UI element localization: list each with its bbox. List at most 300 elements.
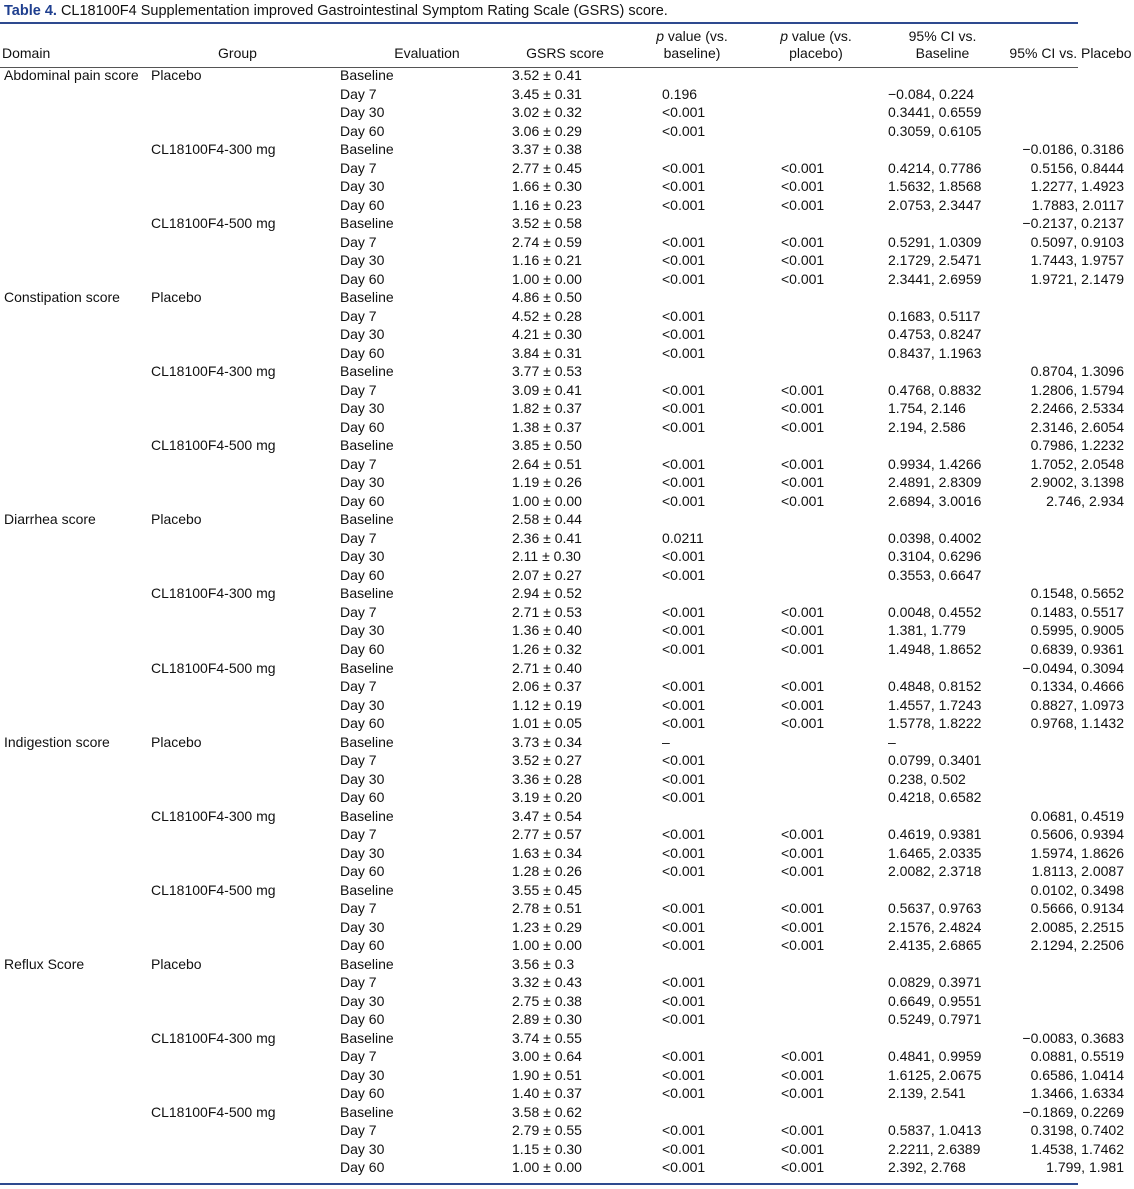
cell-domain xyxy=(0,770,145,789)
cell-evaluation: Day 30 xyxy=(340,104,385,121)
cell-group xyxy=(145,399,330,418)
cell-domain xyxy=(0,955,145,974)
cell-ci-vs-baseline: 2.139, 2.541 xyxy=(888,1085,966,1102)
cell-group xyxy=(145,696,330,715)
cell-p-vs-placebo: <0.001 xyxy=(781,696,825,713)
table-row xyxy=(0,566,1134,585)
cell-evaluation: Day 60 xyxy=(340,270,385,287)
cell-group xyxy=(145,1140,330,1159)
cell-ci-vs-placebo xyxy=(1007,66,1134,85)
cell-gsrs-score: 3.02 ± 0.32 xyxy=(512,104,582,121)
cell-p-vs-baseline xyxy=(630,288,754,307)
table-row xyxy=(0,881,1134,900)
cell-domain xyxy=(0,455,145,474)
table-row xyxy=(0,696,1134,715)
cell-evaluation: Baseline xyxy=(340,363,394,380)
cell-domain xyxy=(0,196,145,215)
header-gsrs-score: GSRS score xyxy=(526,45,604,61)
cell-domain xyxy=(0,85,145,104)
cell-p-vs-placebo xyxy=(754,733,878,752)
cell-domain xyxy=(0,918,145,937)
cell-domain xyxy=(0,159,145,178)
table-row xyxy=(0,844,1134,863)
cell-group xyxy=(145,159,330,178)
cell-ci-vs-placebo: 1.799, 1.981 xyxy=(1046,1159,1124,1176)
cell-group xyxy=(145,473,330,492)
cell-evaluation: Baseline xyxy=(340,733,394,750)
cell-ci-vs-baseline xyxy=(878,66,1007,85)
header-ci-vs-placebo: 95% CI vs. Placebo xyxy=(1009,45,1132,61)
cell-gsrs-score: 4.52 ± 0.28 xyxy=(512,307,582,324)
cell-domain xyxy=(0,1103,145,1122)
cell-group: CL18100F4-300 mg xyxy=(151,585,276,602)
cell-evaluation: Day 30 xyxy=(340,252,385,269)
domain-label: Abdominal pain score xyxy=(4,67,139,83)
table-row xyxy=(0,399,1134,418)
cell-domain xyxy=(0,714,145,733)
table-row xyxy=(0,659,1134,678)
cell-domain xyxy=(0,66,145,85)
cell-gsrs-score: 3.84 ± 0.31 xyxy=(512,344,582,361)
cell-evaluation: Day 60 xyxy=(340,344,385,361)
cell-domain xyxy=(0,899,145,918)
cell-p-vs-placebo xyxy=(754,788,878,807)
table-row xyxy=(0,214,1134,233)
cell-ci-vs-placebo: 2.0085, 2.2515 xyxy=(1030,918,1124,935)
cell-ci-vs-placebo xyxy=(1007,344,1134,363)
cell-gsrs-score: 1.82 ± 0.37 xyxy=(512,400,582,417)
cell-ci-vs-baseline xyxy=(878,214,1007,233)
table-row xyxy=(0,788,1134,807)
table-row xyxy=(0,251,1134,270)
cell-ci-vs-placebo: 2.9002, 3.1398 xyxy=(1030,474,1124,491)
cell-gsrs-score: 1.16 ± 0.23 xyxy=(512,196,582,213)
cell-p-vs-placebo: <0.001 xyxy=(781,159,825,176)
cell-p-vs-placebo xyxy=(754,344,878,363)
cell-gsrs-score: 3.36 ± 0.28 xyxy=(512,770,582,787)
cell-ci-vs-placebo: 0.5666, 0.9134 xyxy=(1030,900,1124,917)
cell-ci-vs-baseline: 0.3059, 0.6105 xyxy=(888,122,982,139)
cell-p-vs-baseline xyxy=(630,510,754,529)
cell-p-vs-placebo: <0.001 xyxy=(781,640,825,657)
cell-evaluation: Baseline xyxy=(340,955,394,972)
cell-p-vs-baseline: <0.001 xyxy=(662,863,706,880)
cell-evaluation: Day 7 xyxy=(340,233,377,250)
cell-ci-vs-placebo xyxy=(1007,955,1134,974)
table-row xyxy=(0,584,1134,603)
table-row xyxy=(0,733,1134,752)
cell-evaluation: Baseline xyxy=(340,1103,394,1120)
cell-evaluation: Day 7 xyxy=(340,826,377,843)
cell-p-vs-baseline: 0.196 xyxy=(662,85,698,102)
cell-evaluation: Day 60 xyxy=(340,196,385,213)
cell-ci-vs-placebo xyxy=(1007,510,1134,529)
cell-domain xyxy=(0,621,145,640)
cell-ci-vs-baseline: 0.3553, 0.6647 xyxy=(888,566,982,583)
cell-ci-vs-placebo xyxy=(1007,85,1134,104)
cell-p-vs-baseline: <0.001 xyxy=(662,640,706,657)
cell-p-vs-baseline: <0.001 xyxy=(662,844,706,861)
cell-evaluation: Day 30 xyxy=(340,178,385,195)
cell-ci-vs-placebo: 0.8704, 1.3096 xyxy=(1030,363,1124,380)
cell-ci-vs-placebo: 0.0681, 0.4519 xyxy=(1030,807,1124,824)
cell-group: Placebo xyxy=(151,289,202,306)
cell-ci-vs-baseline: – xyxy=(888,733,896,750)
cell-group xyxy=(145,788,330,807)
cell-evaluation: Day 7 xyxy=(340,974,377,991)
cell-ci-vs-baseline: 1.4557, 1.7243 xyxy=(888,696,982,713)
cell-ci-vs-baseline: 1.6125, 2.0675 xyxy=(888,1066,982,1083)
gsrs-table xyxy=(0,24,1134,1177)
cell-p-vs-baseline: <0.001 xyxy=(662,715,706,732)
table-row xyxy=(0,640,1134,659)
cell-p-vs-placebo xyxy=(754,436,878,455)
cell-evaluation: Day 30 xyxy=(340,1140,385,1157)
table-row xyxy=(0,85,1134,104)
cell-domain xyxy=(0,973,145,992)
cell-p-vs-placebo: <0.001 xyxy=(781,900,825,917)
cell-ci-vs-baseline: 0.3441, 0.6559 xyxy=(888,104,982,121)
cell-evaluation: Baseline xyxy=(340,659,394,676)
cell-ci-vs-placebo xyxy=(1007,547,1134,566)
cell-p-vs-baseline xyxy=(630,1029,754,1048)
cell-group xyxy=(145,103,330,122)
cell-p-vs-placebo xyxy=(754,955,878,974)
cell-p-vs-baseline: <0.001 xyxy=(662,937,706,954)
table-row xyxy=(0,473,1134,492)
cell-p-vs-placebo: <0.001 xyxy=(781,455,825,472)
cell-gsrs-score: 3.47 ± 0.54 xyxy=(512,807,582,824)
cell-p-vs-baseline: <0.001 xyxy=(662,1048,706,1065)
cell-gsrs-score: 4.21 ± 0.30 xyxy=(512,326,582,343)
cell-evaluation: Day 7 xyxy=(340,1048,377,1065)
cell-ci-vs-baseline: 1.5778, 1.8222 xyxy=(888,715,982,732)
table-body xyxy=(0,66,1134,1177)
cell-group xyxy=(145,1066,330,1085)
cell-p-vs-placebo: <0.001 xyxy=(781,603,825,620)
cell-ci-vs-baseline xyxy=(878,288,1007,307)
cell-p-vs-baseline xyxy=(630,955,754,974)
cell-p-vs-placebo: <0.001 xyxy=(781,826,825,843)
cell-gsrs-score: 1.19 ± 0.26 xyxy=(512,474,582,491)
table-row xyxy=(0,270,1134,289)
cell-ci-vs-placebo xyxy=(1007,992,1134,1011)
cell-evaluation: Day 7 xyxy=(340,900,377,917)
cell-domain xyxy=(0,1029,145,1048)
table-row xyxy=(0,381,1134,400)
cell-p-vs-placebo: <0.001 xyxy=(781,1085,825,1102)
cell-evaluation: Baseline xyxy=(340,585,394,602)
cell-ci-vs-baseline xyxy=(878,1103,1007,1122)
header-row xyxy=(0,24,1134,66)
cell-ci-vs-baseline: 1.754, 2.146 xyxy=(888,400,966,417)
cell-p-vs-placebo: <0.001 xyxy=(781,844,825,861)
cell-p-vs-placebo: <0.001 xyxy=(781,863,825,880)
cell-evaluation: Day 60 xyxy=(340,122,385,139)
cell-group: Placebo xyxy=(151,955,202,972)
cell-gsrs-score: 1.26 ± 0.32 xyxy=(512,640,582,657)
cell-domain xyxy=(0,177,145,196)
cell-evaluation: Day 30 xyxy=(340,474,385,491)
table-row xyxy=(0,955,1134,974)
cell-p-vs-baseline: <0.001 xyxy=(662,566,706,583)
table-row xyxy=(0,862,1134,881)
cell-evaluation: Day 7 xyxy=(340,529,377,546)
table-title: CL18100F4 Supplementation improved Gastrointestinal Symptom Rating Scale (GSRS) score. xyxy=(60,3,668,19)
cell-gsrs-score: 2.06 ± 0.37 xyxy=(512,678,582,695)
cell-group xyxy=(145,566,330,585)
table-row xyxy=(0,918,1134,937)
cell-ci-vs-placebo: 2.2466, 2.5334 xyxy=(1030,400,1124,417)
cell-domain xyxy=(0,936,145,955)
cell-domain xyxy=(0,1140,145,1159)
table-row xyxy=(0,1158,1134,1177)
cell-ci-vs-placebo: 1.2277, 1.4923 xyxy=(1030,178,1124,195)
table-row xyxy=(0,677,1134,696)
cell-ci-vs-placebo: 0.3198, 0.7402 xyxy=(1030,1122,1124,1139)
cell-evaluation: Day 60 xyxy=(340,863,385,880)
table-row xyxy=(0,159,1134,178)
cell-ci-vs-baseline: 2.1576, 2.4824 xyxy=(888,918,982,935)
cell-group xyxy=(145,1047,330,1066)
cell-group xyxy=(145,621,330,640)
cell-ci-vs-placebo xyxy=(1007,566,1134,585)
table-row xyxy=(0,510,1134,529)
cell-evaluation: Day 30 xyxy=(340,770,385,787)
cell-evaluation: Day 60 xyxy=(340,937,385,954)
cell-ci-vs-placebo: 1.5974, 1.8626 xyxy=(1030,844,1124,861)
cell-p-vs-baseline: <0.001 xyxy=(662,178,706,195)
cell-ci-vs-baseline: 0.3104, 0.6296 xyxy=(888,548,982,565)
cell-p-vs-baseline xyxy=(630,362,754,381)
cell-ci-vs-baseline: 0.4848, 0.8152 xyxy=(888,678,982,695)
cell-evaluation: Baseline xyxy=(340,215,394,232)
cell-domain xyxy=(0,1158,145,1177)
cell-ci-vs-placebo: 1.8113, 2.0087 xyxy=(1031,863,1124,880)
cell-p-vs-placebo xyxy=(754,770,878,789)
cell-evaluation: Day 7 xyxy=(340,455,377,472)
cell-domain xyxy=(0,270,145,289)
cell-domain xyxy=(0,640,145,659)
cell-p-vs-baseline: <0.001 xyxy=(662,1011,706,1028)
cell-group: CL18100F4-300 mg xyxy=(151,141,276,158)
cell-p-vs-baseline: <0.001 xyxy=(662,381,706,398)
cell-evaluation: Day 30 xyxy=(340,992,385,1009)
cell-p-vs-placebo xyxy=(754,529,878,548)
cell-ci-vs-placebo xyxy=(1007,751,1134,770)
cell-ci-vs-baseline xyxy=(878,584,1007,603)
cell-p-vs-baseline xyxy=(630,881,754,900)
table-row xyxy=(0,1103,1134,1122)
cell-domain xyxy=(0,325,145,344)
cell-p-vs-baseline: 0.0211 xyxy=(662,529,704,546)
cell-gsrs-score: 3.52 ± 0.41 xyxy=(512,67,582,83)
cell-p-vs-baseline: <0.001 xyxy=(662,900,706,917)
cell-p-vs-placebo: <0.001 xyxy=(781,474,825,491)
cell-evaluation: Baseline xyxy=(340,437,394,454)
table-row xyxy=(0,807,1134,826)
cell-ci-vs-placebo xyxy=(1007,1010,1134,1029)
cell-p-vs-baseline: <0.001 xyxy=(662,196,706,213)
cell-gsrs-score: 3.85 ± 0.50 xyxy=(512,437,582,454)
cell-ci-vs-placebo xyxy=(1007,770,1134,789)
cell-p-vs-placebo xyxy=(754,122,878,141)
cell-ci-vs-baseline: 0.5637, 0.9763 xyxy=(888,900,982,917)
domain-label: Constipation score xyxy=(4,289,120,306)
cell-gsrs-score: 3.37 ± 0.38 xyxy=(512,141,582,158)
cell-p-vs-placebo: <0.001 xyxy=(781,1048,825,1065)
cell-gsrs-score: 1.00 ± 0.00 xyxy=(512,1159,582,1176)
cell-ci-vs-placebo: 2.746, 2.934 xyxy=(1046,492,1124,509)
table-row xyxy=(0,529,1134,548)
cell-p-vs-placebo xyxy=(754,547,878,566)
cell-group: CL18100F4-500 mg xyxy=(151,215,276,232)
cell-gsrs-score: 1.15 ± 0.30 xyxy=(512,1140,582,1157)
cell-ci-vs-baseline xyxy=(878,807,1007,826)
cell-ci-vs-baseline: 2.1729, 2.5471 xyxy=(888,252,982,269)
cell-ci-vs-baseline xyxy=(878,362,1007,381)
header-evaluation: Evaluation xyxy=(394,45,460,61)
table-row xyxy=(0,307,1134,326)
header-p-vs-baseline xyxy=(630,24,754,66)
cell-p-vs-placebo xyxy=(754,510,878,529)
table-row xyxy=(0,825,1134,844)
cell-evaluation: Day 60 xyxy=(340,1159,385,1176)
cell-p-vs-baseline: <0.001 xyxy=(662,1085,706,1102)
cell-evaluation: Day 60 xyxy=(340,566,385,583)
cell-p-vs-baseline: <0.001 xyxy=(662,474,706,491)
table-row xyxy=(0,1140,1134,1159)
cell-gsrs-score: 2.75 ± 0.38 xyxy=(512,992,582,1009)
cell-evaluation: Baseline xyxy=(340,881,394,898)
cell-evaluation: Day 60 xyxy=(340,418,385,435)
cell-group xyxy=(145,751,330,770)
cell-evaluation: Day 7 xyxy=(340,1122,377,1139)
cell-ci-vs-placebo xyxy=(1007,529,1134,548)
table-row xyxy=(0,492,1134,511)
cell-ci-vs-baseline: 1.5632, 1.8568 xyxy=(888,178,982,195)
cell-domain xyxy=(0,362,145,381)
cell-ci-vs-placebo: −0.0083, 0.3683 xyxy=(1022,1029,1124,1046)
cell-ci-vs-baseline: 0.0799, 0.3401 xyxy=(888,752,982,769)
cell-ci-vs-baseline: 2.0082, 2.3718 xyxy=(888,863,982,880)
cell-ci-vs-placebo xyxy=(1007,973,1134,992)
cell-ci-vs-baseline: 0.1683, 0.5117 xyxy=(888,307,981,324)
cell-gsrs-score: 3.19 ± 0.20 xyxy=(512,789,582,806)
cell-ci-vs-baseline: 0.4214, 0.7786 xyxy=(888,159,982,176)
cell-p-vs-placebo xyxy=(754,881,878,900)
cell-p-vs-baseline: <0.001 xyxy=(662,1066,706,1083)
table-row xyxy=(0,103,1134,122)
cell-p-vs-placebo: <0.001 xyxy=(781,400,825,417)
cell-ci-vs-baseline: 0.4753, 0.8247 xyxy=(888,326,982,343)
table-row xyxy=(0,899,1134,918)
cell-group xyxy=(145,640,330,659)
cell-gsrs-score: 2.74 ± 0.59 xyxy=(512,233,582,250)
table-row xyxy=(0,1066,1134,1085)
cell-domain xyxy=(0,992,145,1011)
cell-domain xyxy=(0,492,145,511)
cell-ci-vs-baseline: 2.2211, 2.6389 xyxy=(888,1140,981,1157)
cell-group xyxy=(145,918,330,937)
cell-group xyxy=(145,899,330,918)
cell-ci-vs-baseline: 0.0048, 0.4552 xyxy=(888,603,982,620)
cell-group: CL18100F4-500 mg xyxy=(151,881,276,898)
cell-group xyxy=(145,1084,330,1103)
cell-domain xyxy=(0,825,145,844)
header-group: Group xyxy=(218,45,257,61)
cell-p-vs-baseline: <0.001 xyxy=(662,678,706,695)
cell-p-vs-baseline: <0.001 xyxy=(662,104,706,121)
cell-ci-vs-placebo: 0.1548, 0.5652 xyxy=(1030,585,1124,602)
cell-domain xyxy=(0,881,145,900)
cell-gsrs-score: 2.89 ± 0.30 xyxy=(512,1011,582,1028)
cell-group xyxy=(145,1158,330,1177)
cell-group xyxy=(145,492,330,511)
cell-group: Placebo xyxy=(151,67,202,83)
cell-p-vs-placebo: <0.001 xyxy=(781,233,825,250)
cell-p-vs-baseline xyxy=(630,140,754,159)
cell-p-vs-baseline: <0.001 xyxy=(662,770,706,787)
cell-group xyxy=(145,85,330,104)
cell-ci-vs-baseline: 0.4619, 0.9381 xyxy=(888,826,982,843)
cell-ci-vs-placebo: 0.8827, 1.0973 xyxy=(1030,696,1124,713)
cell-evaluation: Day 30 xyxy=(340,548,385,565)
cell-group xyxy=(145,714,330,733)
cell-domain xyxy=(0,659,145,678)
table-row xyxy=(0,751,1134,770)
cell-p-vs-baseline xyxy=(630,214,754,233)
cell-ci-vs-baseline: 2.0753, 2.3447 xyxy=(888,196,982,213)
cell-domain xyxy=(0,418,145,437)
header-p-italic: p xyxy=(780,28,788,44)
cell-group: Placebo xyxy=(151,511,202,528)
cell-ci-vs-baseline: 2.392, 2.768 xyxy=(888,1159,966,1176)
cell-p-vs-baseline: <0.001 xyxy=(662,326,706,343)
cell-p-vs-baseline: – xyxy=(662,733,670,750)
cell-p-vs-placebo: <0.001 xyxy=(781,418,825,435)
cell-ci-vs-placebo: 1.7443, 1.9757 xyxy=(1030,252,1124,269)
table-label: Table 4. xyxy=(4,3,57,19)
header-p-placebo-text: value (vs. placebo) xyxy=(787,28,852,61)
cell-ci-vs-placebo: 0.5156, 0.8444 xyxy=(1030,159,1124,176)
cell-group xyxy=(145,677,330,696)
cell-p-vs-placebo xyxy=(754,1029,878,1048)
cell-gsrs-score: 3.74 ± 0.55 xyxy=(512,1029,582,1046)
cell-domain xyxy=(0,122,145,141)
cell-ci-vs-placebo: 0.6586, 1.0414 xyxy=(1030,1066,1124,1083)
cell-p-vs-placebo xyxy=(754,584,878,603)
cell-ci-vs-baseline xyxy=(878,510,1007,529)
cell-domain xyxy=(0,1066,145,1085)
cell-domain xyxy=(0,344,145,363)
cell-group xyxy=(145,196,330,215)
cell-gsrs-score: 4.86 ± 0.50 xyxy=(512,289,582,306)
cell-gsrs-score: 1.12 ± 0.19 xyxy=(512,696,582,713)
cell-group xyxy=(145,455,330,474)
table-row xyxy=(0,603,1134,622)
cell-gsrs-score: 1.28 ± 0.26 xyxy=(512,863,582,880)
cell-p-vs-placebo: <0.001 xyxy=(781,1140,825,1157)
cell-p-vs-baseline: <0.001 xyxy=(662,418,706,435)
cell-ci-vs-placebo: 0.7986, 1.2232 xyxy=(1030,437,1124,454)
cell-ci-vs-baseline: 2.6894, 3.0016 xyxy=(888,492,982,509)
cell-p-vs-placebo: <0.001 xyxy=(781,492,825,509)
cell-p-vs-placebo xyxy=(754,1103,878,1122)
cell-ci-vs-baseline: 0.4218, 0.6582 xyxy=(888,789,982,806)
cell-p-vs-baseline: <0.001 xyxy=(662,270,706,287)
cell-gsrs-score: 1.63 ± 0.34 xyxy=(512,844,582,861)
